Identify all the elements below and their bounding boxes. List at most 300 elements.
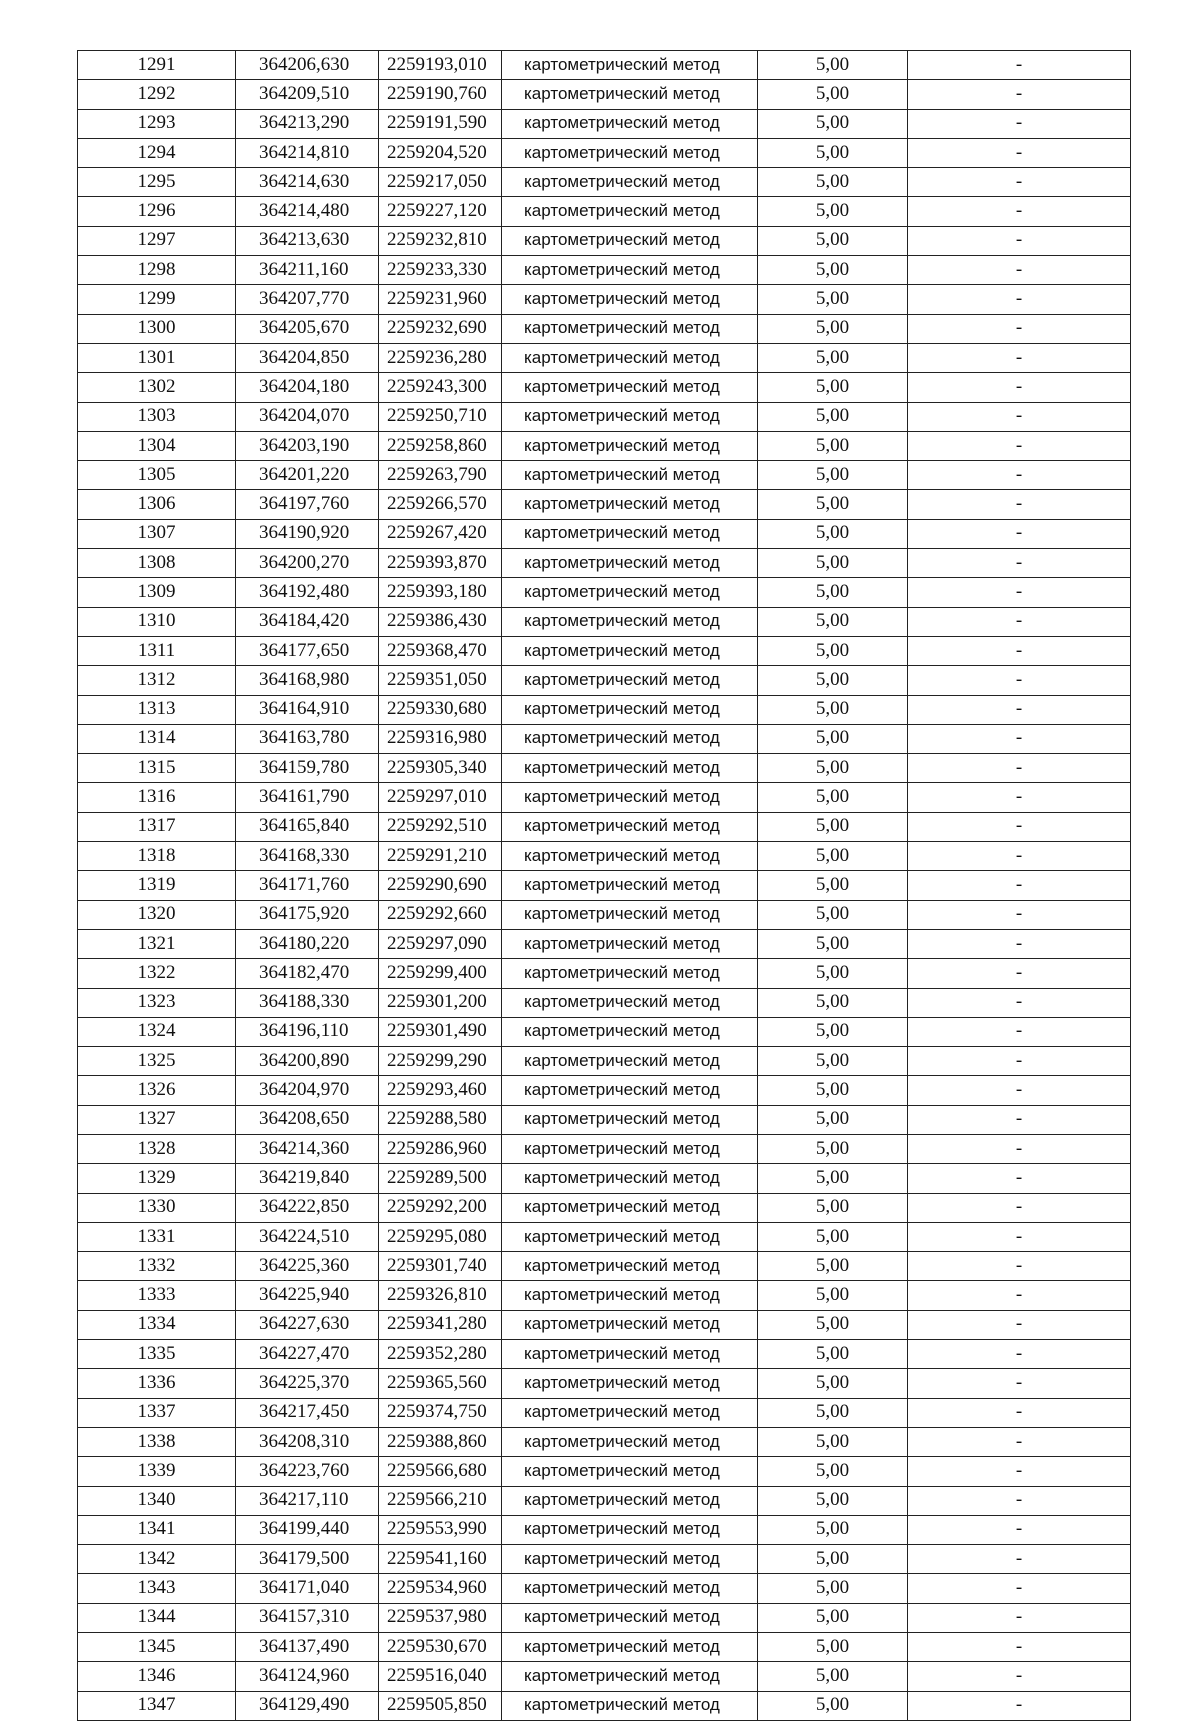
method-cell: картометрический метод [502,80,758,109]
x-coordinate-cell: 364180,220 [236,929,379,958]
point-number-cell: 1329 [78,1164,236,1193]
point-number-cell: 1292 [78,80,236,109]
description-cell: - [908,314,1131,343]
x-coordinate-cell: 364159,780 [236,754,379,783]
x-coordinate-cell: 364179,500 [236,1545,379,1574]
point-number-cell: 1344 [78,1603,236,1632]
description-cell: - [908,695,1131,724]
table-row [78,1047,1131,1076]
y-coordinate-cell: 2259541,160 [379,1545,502,1574]
accuracy-cell: 5,00 [758,1398,908,1427]
x-coordinate-cell: 364203,190 [236,431,379,460]
point-number-cell: 1347 [78,1691,236,1720]
y-coordinate-cell: 2259295,080 [379,1222,502,1251]
x-coordinate-cell: 364214,630 [236,168,379,197]
method-cell: картометрический метод [502,490,758,519]
y-coordinate-cell: 2259505,850 [379,1691,502,1720]
table-row [78,138,1131,167]
y-coordinate-cell: 2259516,040 [379,1662,502,1691]
accuracy-cell: 5,00 [758,1603,908,1632]
point-number-cell: 1310 [78,607,236,636]
method-cell: картометрический метод [502,607,758,636]
description-cell: - [908,1369,1131,1398]
y-coordinate-cell: 2259352,280 [379,1340,502,1369]
y-coordinate-cell: 2259386,430 [379,607,502,636]
x-coordinate-cell: 364165,840 [236,812,379,841]
table-row [78,754,1131,783]
description-cell: - [908,1017,1131,1046]
point-number-cell: 1307 [78,519,236,548]
y-coordinate-cell: 2259231,960 [379,285,502,314]
point-number-cell: 1314 [78,724,236,753]
x-coordinate-cell: 364219,840 [236,1164,379,1193]
point-number-cell: 1346 [78,1662,236,1691]
point-number-cell: 1326 [78,1076,236,1105]
accuracy-cell: 5,00 [758,373,908,402]
table-row [78,256,1131,285]
accuracy-cell: 5,00 [758,109,908,138]
table-row [78,1310,1131,1339]
description-cell: - [908,168,1131,197]
description-cell: - [908,402,1131,431]
x-coordinate-cell: 364124,960 [236,1662,379,1691]
point-number-cell: 1301 [78,343,236,372]
accuracy-cell: 5,00 [758,138,908,167]
method-cell: картометрический метод [502,1340,758,1369]
method-cell: картометрический метод [502,168,758,197]
x-coordinate-cell: 364214,810 [236,138,379,167]
accuracy-cell: 5,00 [758,1633,908,1662]
point-number-cell: 1305 [78,461,236,490]
y-coordinate-cell: 2259292,660 [379,900,502,929]
x-coordinate-cell: 364205,670 [236,314,379,343]
table-row [78,197,1131,226]
x-coordinate-cell: 364177,650 [236,636,379,665]
y-coordinate-cell: 2259297,010 [379,783,502,812]
point-number-cell: 1334 [78,1310,236,1339]
table-row [78,1164,1131,1193]
point-number-cell: 1309 [78,578,236,607]
method-cell: картометрический метод [502,109,758,138]
description-cell: - [908,783,1131,812]
accuracy-cell: 5,00 [758,1369,908,1398]
accuracy-cell: 5,00 [758,1252,908,1281]
point-number-cell: 1328 [78,1134,236,1163]
method-cell: картометрический метод [502,988,758,1017]
method-cell: картометрический метод [502,1076,758,1105]
accuracy-cell: 5,00 [758,461,908,490]
table-row [78,373,1131,402]
x-coordinate-cell: 364213,630 [236,226,379,255]
x-coordinate-cell: 364196,110 [236,1017,379,1046]
description-cell: - [908,1340,1131,1369]
point-number-cell: 1324 [78,1017,236,1046]
method-cell: картометрический метод [502,226,758,255]
description-cell: - [908,373,1131,402]
accuracy-cell: 5,00 [758,51,908,80]
table-row [78,1017,1131,1046]
y-coordinate-cell: 2259301,490 [379,1017,502,1046]
point-number-cell: 1343 [78,1574,236,1603]
accuracy-cell: 5,00 [758,1281,908,1310]
y-coordinate-cell: 2259236,280 [379,343,502,372]
method-cell: картометрический метод [502,666,758,695]
point-number-cell: 1318 [78,842,236,871]
y-coordinate-cell: 2259258,860 [379,431,502,460]
x-coordinate-cell: 364225,370 [236,1369,379,1398]
y-coordinate-cell: 2259566,210 [379,1486,502,1515]
method-cell: картометрический метод [502,900,758,929]
description-cell: - [908,1427,1131,1456]
description-cell: - [908,900,1131,929]
description-cell: - [908,285,1131,314]
accuracy-cell: 5,00 [758,1515,908,1544]
description-cell: - [908,666,1131,695]
method-cell: картометрический метод [502,51,758,80]
description-cell: - [908,1281,1131,1310]
point-number-cell: 1331 [78,1222,236,1251]
description-cell: - [908,549,1131,578]
accuracy-cell: 5,00 [758,549,908,578]
x-coordinate-cell: 364209,510 [236,80,379,109]
accuracy-cell: 5,00 [758,1047,908,1076]
description-cell: - [908,1603,1131,1632]
y-coordinate-cell: 2259305,340 [379,754,502,783]
table-row [78,607,1131,636]
table-row [78,1633,1131,1662]
x-coordinate-cell: 364204,970 [236,1076,379,1105]
method-cell: картометрический метод [502,373,758,402]
y-coordinate-cell: 2259374,750 [379,1398,502,1427]
y-coordinate-cell: 2259292,510 [379,812,502,841]
accuracy-cell: 5,00 [758,871,908,900]
y-coordinate-cell: 2259365,560 [379,1369,502,1398]
accuracy-cell: 5,00 [758,1691,908,1720]
accuracy-cell: 5,00 [758,900,908,929]
description-cell: - [908,138,1131,167]
point-number-cell: 1300 [78,314,236,343]
y-coordinate-cell: 2259263,790 [379,461,502,490]
description-cell: - [908,871,1131,900]
point-number-cell: 1323 [78,988,236,1017]
y-coordinate-cell: 2259191,590 [379,109,502,138]
accuracy-cell: 5,00 [758,754,908,783]
method-cell: картометрический метод [502,1281,758,1310]
table-row [78,314,1131,343]
table-row [78,402,1131,431]
point-number-cell: 1338 [78,1427,236,1456]
description-cell: - [908,1105,1131,1134]
point-number-cell: 1340 [78,1486,236,1515]
x-coordinate-cell: 364157,310 [236,1603,379,1632]
method-cell: картометрический метод [502,695,758,724]
table-row [78,1603,1131,1632]
y-coordinate-cell: 2259190,760 [379,80,502,109]
accuracy-cell: 5,00 [758,1427,908,1456]
x-coordinate-cell: 364204,850 [236,343,379,372]
description-cell: - [908,343,1131,372]
description-cell: - [908,226,1131,255]
method-cell: картометрический метод [502,519,758,548]
point-number-cell: 1316 [78,783,236,812]
method-cell: картометрический метод [502,1369,758,1398]
x-coordinate-cell: 364168,980 [236,666,379,695]
description-cell: - [908,959,1131,988]
table-row [78,431,1131,460]
description-cell: - [908,1486,1131,1515]
table-row [78,842,1131,871]
method-cell: картометрический метод [502,1427,758,1456]
method-cell: картометрический метод [502,1603,758,1632]
x-coordinate-cell: 364199,440 [236,1515,379,1544]
method-cell: картометрический метод [502,1662,758,1691]
table-row [78,343,1131,372]
accuracy-cell: 5,00 [758,314,908,343]
x-coordinate-cell: 364201,220 [236,461,379,490]
table-row [78,168,1131,197]
table-row [78,1427,1131,1456]
method-cell: картометрический метод [502,461,758,490]
method-cell: картометрический метод [502,1222,758,1251]
method-cell: картометрический метод [502,929,758,958]
x-coordinate-cell: 364188,330 [236,988,379,1017]
point-number-cell: 1330 [78,1193,236,1222]
table-row [78,109,1131,138]
table-row [78,1691,1131,1720]
description-cell: - [908,1047,1131,1076]
method-cell: картометрический метод [502,1486,758,1515]
x-coordinate-cell: 364204,180 [236,373,379,402]
point-number-cell: 1306 [78,490,236,519]
table-row [78,1662,1131,1691]
accuracy-cell: 5,00 [758,1310,908,1339]
description-cell: - [908,1398,1131,1427]
coordinates-table [77,50,1131,1721]
point-number-cell: 1295 [78,168,236,197]
x-coordinate-cell: 364190,920 [236,519,379,548]
description-cell: - [908,256,1131,285]
y-coordinate-cell: 2259316,980 [379,724,502,753]
description-cell: - [908,1134,1131,1163]
y-coordinate-cell: 2259537,980 [379,1603,502,1632]
y-coordinate-cell: 2259326,810 [379,1281,502,1310]
y-coordinate-cell: 2259301,740 [379,1252,502,1281]
method-cell: картометрический метод [502,1633,758,1662]
x-coordinate-cell: 364222,850 [236,1193,379,1222]
description-cell: - [908,812,1131,841]
description-cell: - [908,636,1131,665]
description-cell: - [908,607,1131,636]
method-cell: картометрический метод [502,314,758,343]
point-number-cell: 1291 [78,51,236,80]
table-row [78,871,1131,900]
x-coordinate-cell: 364211,160 [236,256,379,285]
accuracy-cell: 5,00 [758,1662,908,1691]
table-row [78,1134,1131,1163]
x-coordinate-cell: 364227,470 [236,1340,379,1369]
table-row [78,959,1131,988]
description-cell: - [908,1662,1131,1691]
y-coordinate-cell: 2259250,710 [379,402,502,431]
method-cell: картометрический метод [502,783,758,812]
description-cell: - [908,988,1131,1017]
accuracy-cell: 5,00 [758,1457,908,1486]
accuracy-cell: 5,00 [758,1164,908,1193]
y-coordinate-cell: 2259289,500 [379,1164,502,1193]
description-cell: - [908,1164,1131,1193]
point-number-cell: 1297 [78,226,236,255]
table-row [78,519,1131,548]
table-body [78,51,1131,1721]
accuracy-cell: 5,00 [758,256,908,285]
table-row [78,51,1131,80]
method-cell: картометрический метод [502,138,758,167]
table-row [78,80,1131,109]
method-cell: картометрический метод [502,1691,758,1720]
x-coordinate-cell: 364225,940 [236,1281,379,1310]
method-cell: картометрический метод [502,871,758,900]
method-cell: картометрический метод [502,431,758,460]
x-coordinate-cell: 364129,490 [236,1691,379,1720]
accuracy-cell: 5,00 [758,812,908,841]
y-coordinate-cell: 2259288,580 [379,1105,502,1134]
y-coordinate-cell: 2259290,690 [379,871,502,900]
table-row [78,549,1131,578]
x-coordinate-cell: 364224,510 [236,1222,379,1251]
method-cell: картометрический метод [502,1105,758,1134]
y-coordinate-cell: 2259243,300 [379,373,502,402]
method-cell: картометрический метод [502,842,758,871]
accuracy-cell: 5,00 [758,1017,908,1046]
description-cell: - [908,1633,1131,1662]
table-row [78,1340,1131,1369]
description-cell: - [908,1193,1131,1222]
table-row [78,1076,1131,1105]
point-number-cell: 1322 [78,959,236,988]
method-cell: картометрический метод [502,256,758,285]
accuracy-cell: 5,00 [758,636,908,665]
description-cell: - [908,754,1131,783]
point-number-cell: 1308 [78,549,236,578]
accuracy-cell: 5,00 [758,402,908,431]
method-cell: картометрический метод [502,959,758,988]
method-cell: картометрический метод [502,1457,758,1486]
method-cell: картометрический метод [502,578,758,607]
point-number-cell: 1294 [78,138,236,167]
y-coordinate-cell: 2259291,210 [379,842,502,871]
table-row [78,1515,1131,1544]
description-cell: - [908,1310,1131,1339]
y-coordinate-cell: 2259534,960 [379,1574,502,1603]
y-coordinate-cell: 2259393,180 [379,578,502,607]
x-coordinate-cell: 364182,470 [236,959,379,988]
table-row [78,1252,1131,1281]
x-coordinate-cell: 364208,310 [236,1427,379,1456]
accuracy-cell: 5,00 [758,490,908,519]
table-row [78,490,1131,519]
point-number-cell: 1339 [78,1457,236,1486]
y-coordinate-cell: 2259351,050 [379,666,502,695]
point-number-cell: 1317 [78,812,236,841]
method-cell: картометрический метод [502,197,758,226]
table-row [78,226,1131,255]
table-row [78,1574,1131,1603]
method-cell: картометрический метод [502,549,758,578]
y-coordinate-cell: 2259566,680 [379,1457,502,1486]
x-coordinate-cell: 364217,450 [236,1398,379,1427]
y-coordinate-cell: 2259267,420 [379,519,502,548]
point-number-cell: 1337 [78,1398,236,1427]
x-coordinate-cell: 364184,420 [236,607,379,636]
method-cell: картометрический метод [502,1017,758,1046]
point-number-cell: 1342 [78,1545,236,1574]
method-cell: картометрический метод [502,1164,758,1193]
accuracy-cell: 5,00 [758,80,908,109]
accuracy-cell: 5,00 [758,1340,908,1369]
point-number-cell: 1312 [78,666,236,695]
accuracy-cell: 5,00 [758,783,908,812]
point-number-cell: 1325 [78,1047,236,1076]
point-number-cell: 1296 [78,197,236,226]
description-cell: - [908,461,1131,490]
point-number-cell: 1313 [78,695,236,724]
x-coordinate-cell: 364206,630 [236,51,379,80]
point-number-cell: 1304 [78,431,236,460]
table-row [78,1398,1131,1427]
description-cell: - [908,929,1131,958]
table-row [78,929,1131,958]
description-cell: - [908,1252,1131,1281]
y-coordinate-cell: 2259217,050 [379,168,502,197]
method-cell: картометрический метод [502,812,758,841]
description-cell: - [908,724,1131,753]
accuracy-cell: 5,00 [758,695,908,724]
accuracy-cell: 5,00 [758,666,908,695]
y-coordinate-cell: 2259553,990 [379,1515,502,1544]
method-cell: картометрический метод [502,1047,758,1076]
table-row [78,285,1131,314]
y-coordinate-cell: 2259232,810 [379,226,502,255]
y-coordinate-cell: 2259299,290 [379,1047,502,1076]
description-cell: - [908,1076,1131,1105]
table-row [78,1105,1131,1134]
x-coordinate-cell: 364227,630 [236,1310,379,1339]
method-cell: картометрический метод [502,1545,758,1574]
point-number-cell: 1315 [78,754,236,783]
table-row [78,1281,1131,1310]
x-coordinate-cell: 364200,270 [236,549,379,578]
x-coordinate-cell: 364161,790 [236,783,379,812]
accuracy-cell: 5,00 [758,343,908,372]
description-cell: - [908,1457,1131,1486]
table-row [78,461,1131,490]
accuracy-cell: 5,00 [758,724,908,753]
x-coordinate-cell: 364214,480 [236,197,379,226]
accuracy-cell: 5,00 [758,578,908,607]
point-number-cell: 1332 [78,1252,236,1281]
y-coordinate-cell: 2259292,200 [379,1193,502,1222]
method-cell: картометрический метод [502,402,758,431]
table-row [78,1457,1131,1486]
accuracy-cell: 5,00 [758,168,908,197]
accuracy-cell: 5,00 [758,1134,908,1163]
accuracy-cell: 5,00 [758,1076,908,1105]
method-cell: картометрический метод [502,343,758,372]
x-coordinate-cell: 364171,040 [236,1574,379,1603]
x-coordinate-cell: 364213,290 [236,109,379,138]
x-coordinate-cell: 364204,070 [236,402,379,431]
y-coordinate-cell: 2259301,200 [379,988,502,1017]
